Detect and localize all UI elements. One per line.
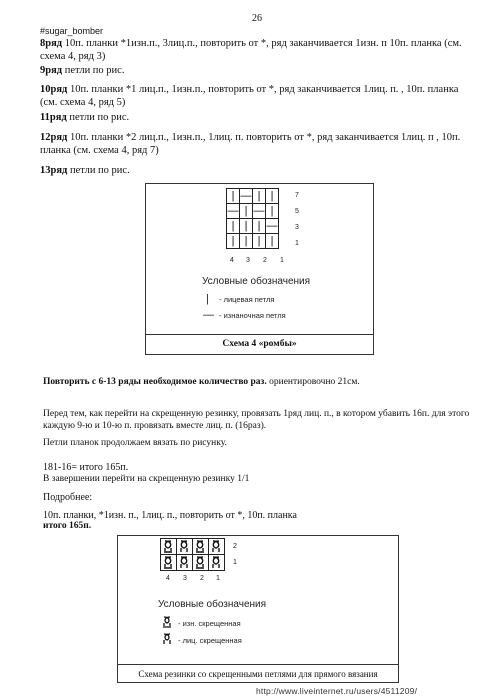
col-number: 2 <box>263 257 267 264</box>
row-number: 3 <box>295 224 299 231</box>
stitch-cell: — <box>266 219 278 232</box>
twisted-knit-stitch-icon <box>181 557 187 568</box>
row-number: 1 <box>295 240 299 247</box>
row-number: 7 <box>295 192 299 199</box>
scheme-4-divider <box>145 334 374 335</box>
scheme-rib-grid <box>160 538 226 572</box>
scheme-4-grid <box>226 188 279 249</box>
twisted-purl-stitch-icon <box>196 557 204 568</box>
stitch-cell: | <box>227 189 240 204</box>
stitch-cell: | <box>240 204 253 219</box>
finish-instruction: В завершении перейти на скрещенную резинку 1/1 <box>43 474 250 484</box>
scheme-4-caption: Схема 4 «ромбы» <box>222 339 297 349</box>
col-number: 4 <box>166 575 170 582</box>
paragraph-bands: Петли планок продолжаем вязать по рисунку. <box>43 438 227 448</box>
stitch-cell: — <box>227 204 239 217</box>
rib-row: 10п. планки, *1изн. п., 1лиц. п., повторить от *, 10п. планка <box>43 510 297 521</box>
legend-title: Условные обозначения <box>202 276 311 287</box>
stitch-calc: 181-16= итого 165п. <box>43 462 129 473</box>
twisted-purl-stitch-icon <box>164 557 172 568</box>
stitch-cell: — <box>253 204 265 217</box>
stitch-cell: | <box>227 234 240 249</box>
scheme-rib-divider <box>117 664 399 665</box>
stitch-cell: | <box>240 219 253 234</box>
row-number: 2 <box>233 543 237 550</box>
stitch-cell: | <box>266 234 279 249</box>
stitch-cell: | <box>266 204 279 219</box>
twisted-knit-stitch-icon <box>213 557 219 568</box>
knit-symbol-icon: | <box>206 293 209 305</box>
stitch-cell: — <box>240 189 252 202</box>
paragraph-decrease: Перед тем, как перейти на скрещенную резинку, провязать 1ряд лиц. п., в котором убавить 16п. для этого каждую 9-ю и 10-ю п. провязать вместе лиц. п. (16раз). <box>43 409 470 431</box>
legend-knit: - лицевая петля <box>219 295 275 304</box>
col-number: 3 <box>246 257 250 264</box>
row-8: 8ряд 10п. планки *1изн.п., 3лиц.п., повторить от *, ряд заканчивается 1изн. п 10п. планка (см. схема 4, ряд 3) <box>40 38 462 62</box>
stitch-cell: | <box>227 219 240 234</box>
repeat-instruction: Повторить с 6-13 ряды необходимое количество раз. ориентировочно 21см. <box>43 377 360 387</box>
col-number: 3 <box>183 575 187 582</box>
row-12: 12ряд 10п. планки *2 лиц.п., 1изн.п., 1лиц. п. повторить от *, ряд заканчивается 1лиц. п , 10п. планка (см. схема 4, ряд 7) <box>40 132 461 156</box>
twisted-knit-stitch-icon <box>181 541 187 552</box>
twisted-purl-icon <box>161 616 173 628</box>
stitch-cell: | <box>253 234 266 249</box>
row-number: 5 <box>295 208 299 215</box>
stitch-cell: | <box>253 189 266 204</box>
scheme-rib-caption: Схема резинки со скрещенными петлями для прямого вязания <box>138 669 378 679</box>
row-13: 13ряд петли по рис. <box>40 165 130 176</box>
stitch-cell: | <box>240 234 253 249</box>
row-11: 11ряд петли по рис. <box>40 112 130 123</box>
row-9: 9ряд петли по рис. <box>40 65 125 76</box>
stitch-cell: | <box>266 189 279 204</box>
hashtag: #sugar_bomber <box>40 26 104 36</box>
page-number: 26 <box>252 13 262 24</box>
col-number: 2 <box>200 575 204 582</box>
twisted-purl-stitch-icon <box>196 541 204 552</box>
twisted-purl-stitch-icon <box>164 541 172 552</box>
rib-total: итого 165п. <box>43 521 92 531</box>
row-number: 1 <box>233 559 237 566</box>
legend-twisted-purl: - изн. скрещенная <box>178 619 241 628</box>
legend-twisted-knit: - лиц. скрещенная <box>178 636 242 645</box>
stitch-cell: | <box>253 219 266 234</box>
details-label: Подробнее: <box>43 492 93 503</box>
twisted-knit-stitch-icon <box>213 541 219 552</box>
col-number: 1 <box>216 575 220 582</box>
rib-legend-title: Условные обозначения <box>158 599 267 610</box>
purl-symbol-icon: — <box>203 309 214 321</box>
watermark: http://www.liveinternet.ru/users/4511209/ <box>256 686 418 696</box>
col-number: 1 <box>280 257 284 264</box>
row-10: 10ряд 10п. планки *1 лиц.п., 1изн.п., повторить от *, ряд заканчивается 1лиц. п. , 10п. планка (см. схема 4, ряд 5) <box>40 84 459 108</box>
legend-purl: - изнаночная петля <box>219 311 286 320</box>
col-number: 4 <box>230 257 234 264</box>
twisted-knit-icon <box>161 633 173 645</box>
